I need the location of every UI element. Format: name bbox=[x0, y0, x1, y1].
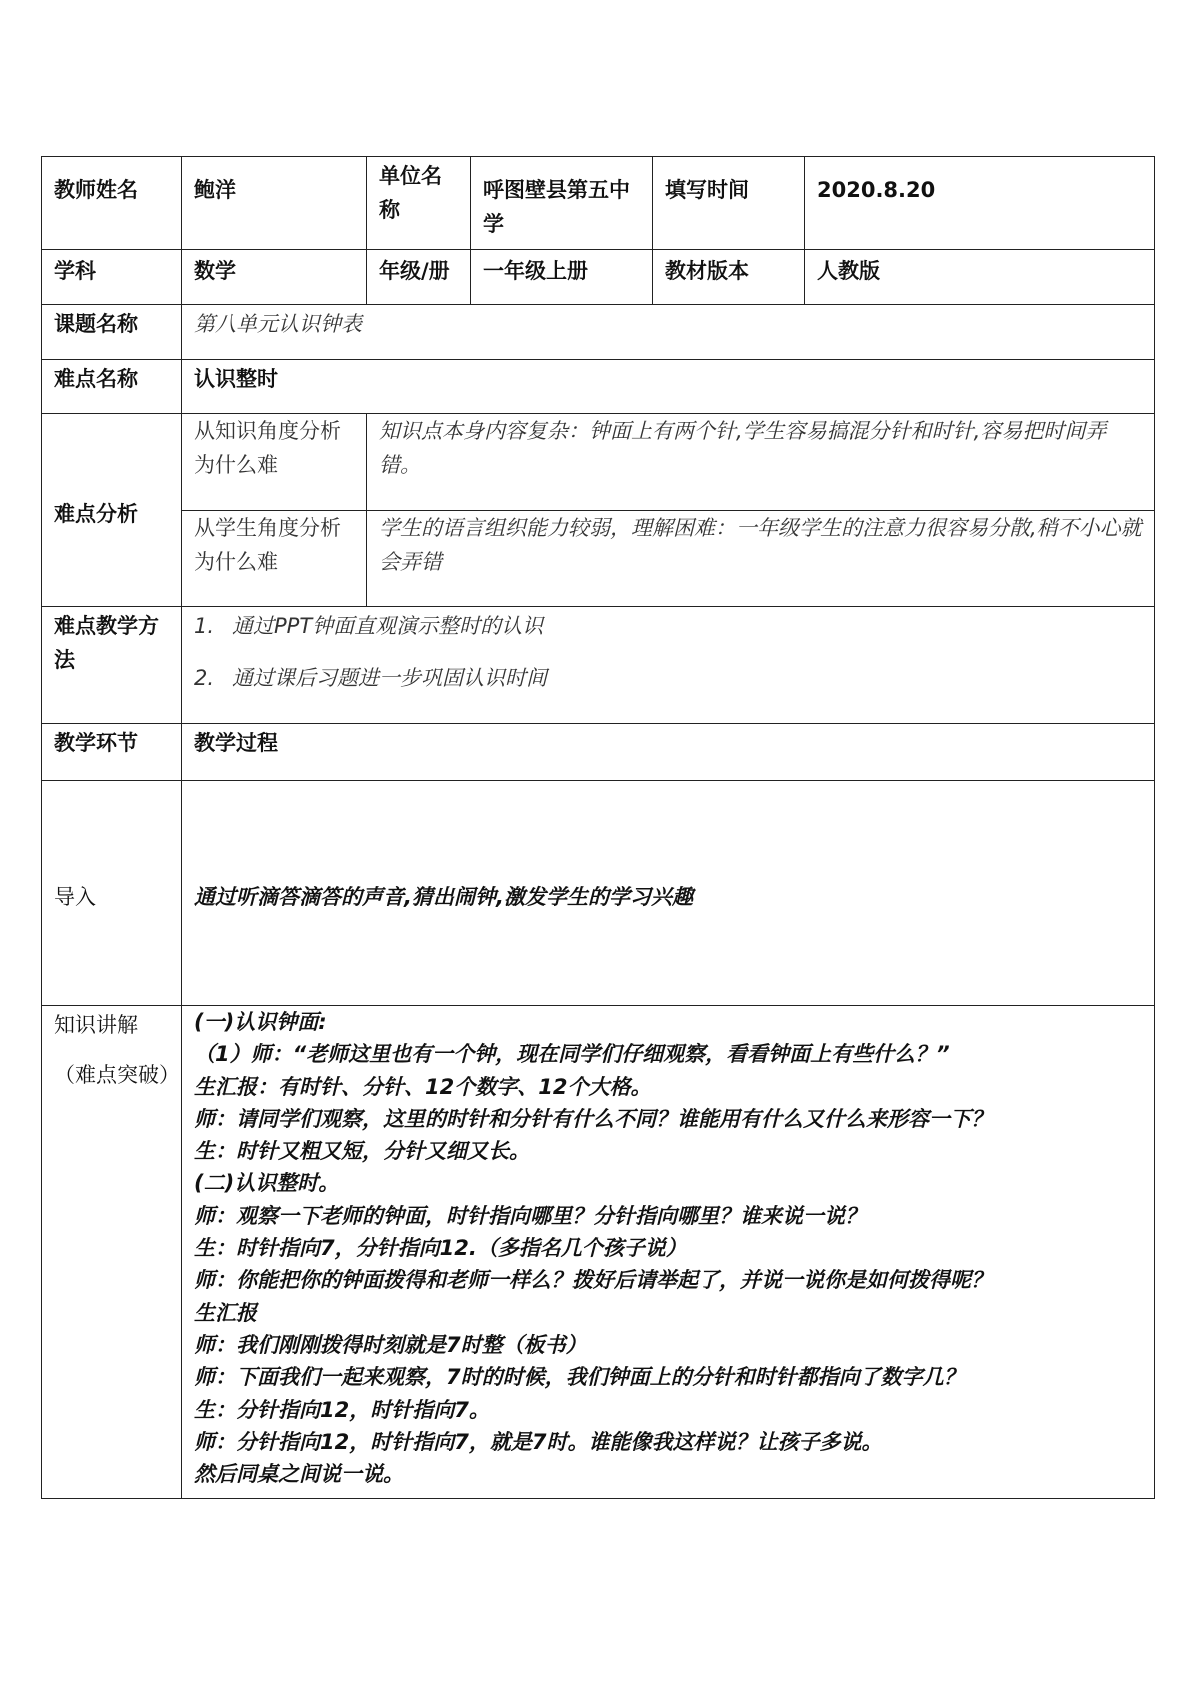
knowledge-label-cell bbox=[42, 1006, 182, 1499]
process-line: 生汇报：有时针、分针、12个数字、12个大格。 bbox=[194, 1074, 652, 1099]
process-line: 师：你能把你的钟面拨得和老师一样么？拨好后请举起了，并说一说你是如何拨得呢？ bbox=[194, 1268, 992, 1293]
stage-header: 教学环节 bbox=[42, 724, 182, 781]
process-header: 教学过程 bbox=[182, 724, 1155, 781]
analysis-label: 难点分析 bbox=[42, 414, 182, 607]
edition-label: 教材版本 bbox=[653, 250, 805, 305]
subject-value: 数学 bbox=[182, 250, 367, 305]
analysis-knowledge-text: 知识点本身内容复杂：钟面上有两个针,学生容易搞混分针和时针,容易把时间弄错。 bbox=[367, 414, 1155, 511]
difficulty-row bbox=[42, 360, 1155, 414]
process-header-row bbox=[42, 724, 1155, 781]
unit-value: 呼图壁县第五中学 bbox=[471, 157, 653, 250]
methods-row bbox=[42, 607, 1155, 724]
intro-row bbox=[42, 781, 1155, 1006]
process-line: 生汇报 bbox=[194, 1300, 257, 1325]
knowledge-row bbox=[42, 1006, 1155, 1499]
process-line: 师：请同学们观察，这里的时针和分针有什么不同？谁能用有什么又什么来形容一下？ bbox=[194, 1106, 992, 1131]
intro-text: 通过听滴答滴答的声音,猜出闹钟,激发学生的学习兴趣 bbox=[182, 781, 1155, 1006]
process-line: 师：我们刚刚拨得时刻就是7时整（板书） bbox=[194, 1332, 587, 1357]
difficulty-label: 难点名称 bbox=[42, 360, 182, 414]
lesson-plan-table bbox=[41, 156, 1155, 1499]
analysis-student-text: 学生的语言组织能力较弱，理解困难：一年级学生的注意力很容易分散,稍不小心就会弄错 bbox=[367, 511, 1155, 607]
process-line: (一)认识钟面: bbox=[194, 1010, 327, 1034]
analysis-student-row bbox=[42, 511, 1155, 607]
date-label: 填写时间 bbox=[653, 157, 805, 250]
edition-value: 人教版 bbox=[805, 250, 1155, 305]
teacher-label: 教师姓名 bbox=[42, 157, 182, 250]
process-line: 然后同桌之间说一说。 bbox=[194, 1462, 404, 1487]
subject-label: 学科 bbox=[42, 250, 182, 305]
analysis-student-label: 从学生角度分析为什么难 bbox=[182, 511, 367, 607]
date-value: 2020.8.20 bbox=[805, 157, 1155, 250]
method-item bbox=[194, 609, 1144, 643]
process-line: 师：观察一下老师的钟面，时针指向哪里？分针指向哪里？谁来说一说？ bbox=[194, 1203, 866, 1228]
method-number: 1. bbox=[194, 614, 215, 638]
process-line: 生：分针指向12，时针指向7。 bbox=[194, 1397, 490, 1422]
teacher-value: 鲍洋 bbox=[182, 157, 367, 250]
method-item bbox=[194, 661, 1144, 695]
intro-label: 导入 bbox=[42, 781, 182, 1006]
process-line: (二)认识整时。 bbox=[194, 1171, 340, 1196]
unit-label: 单位名称 bbox=[367, 157, 471, 250]
knowledge-process bbox=[182, 1006, 1155, 1499]
subject-row bbox=[42, 250, 1155, 305]
methods-list bbox=[182, 607, 1155, 724]
method-text: 通过PPT钟面直观演示整时的认识 bbox=[232, 614, 544, 638]
difficulty-value: 认识整时 bbox=[182, 360, 1155, 414]
topic-row bbox=[42, 305, 1155, 360]
grade-value: 一年级上册 bbox=[471, 250, 653, 305]
grade-label: 年级/册 bbox=[367, 250, 471, 305]
analysis-knowledge-row bbox=[42, 414, 1155, 511]
method-text: 通过课后习题进一步巩固认识时间 bbox=[232, 666, 547, 690]
methods-label: 难点教学方法 bbox=[42, 607, 182, 724]
method-number: 2. bbox=[194, 666, 215, 690]
process-line: 生：时针指向7，分针指向12.（多指名几个孩子说） bbox=[194, 1236, 687, 1261]
process-line: （1）师：“老师这里也有一个钟，现在同学们仔细观察，看看钟面上有些什么？” bbox=[194, 1042, 950, 1067]
header-row bbox=[42, 157, 1155, 250]
knowledge-sub-label: （难点突破） bbox=[54, 1063, 180, 1087]
knowledge-label: 知识讲解 bbox=[54, 1013, 138, 1037]
process-line: 师：下面我们一起来观察，7时的时候，我们钟面上的分针和时针都指向了数字几？ bbox=[194, 1365, 965, 1390]
analysis-knowledge-label: 从知识角度分析为什么难 bbox=[182, 414, 367, 511]
process-line: 师：分针指向12，时针指向7，就是7时。谁能像我这样说？让孩子多说。 bbox=[194, 1429, 883, 1454]
process-line: 生：时针又粗又短，分针又细又长。 bbox=[194, 1139, 530, 1164]
topic-value: 第八单元认识钟表 bbox=[182, 305, 1155, 360]
topic-label: 课题名称 bbox=[42, 305, 182, 360]
